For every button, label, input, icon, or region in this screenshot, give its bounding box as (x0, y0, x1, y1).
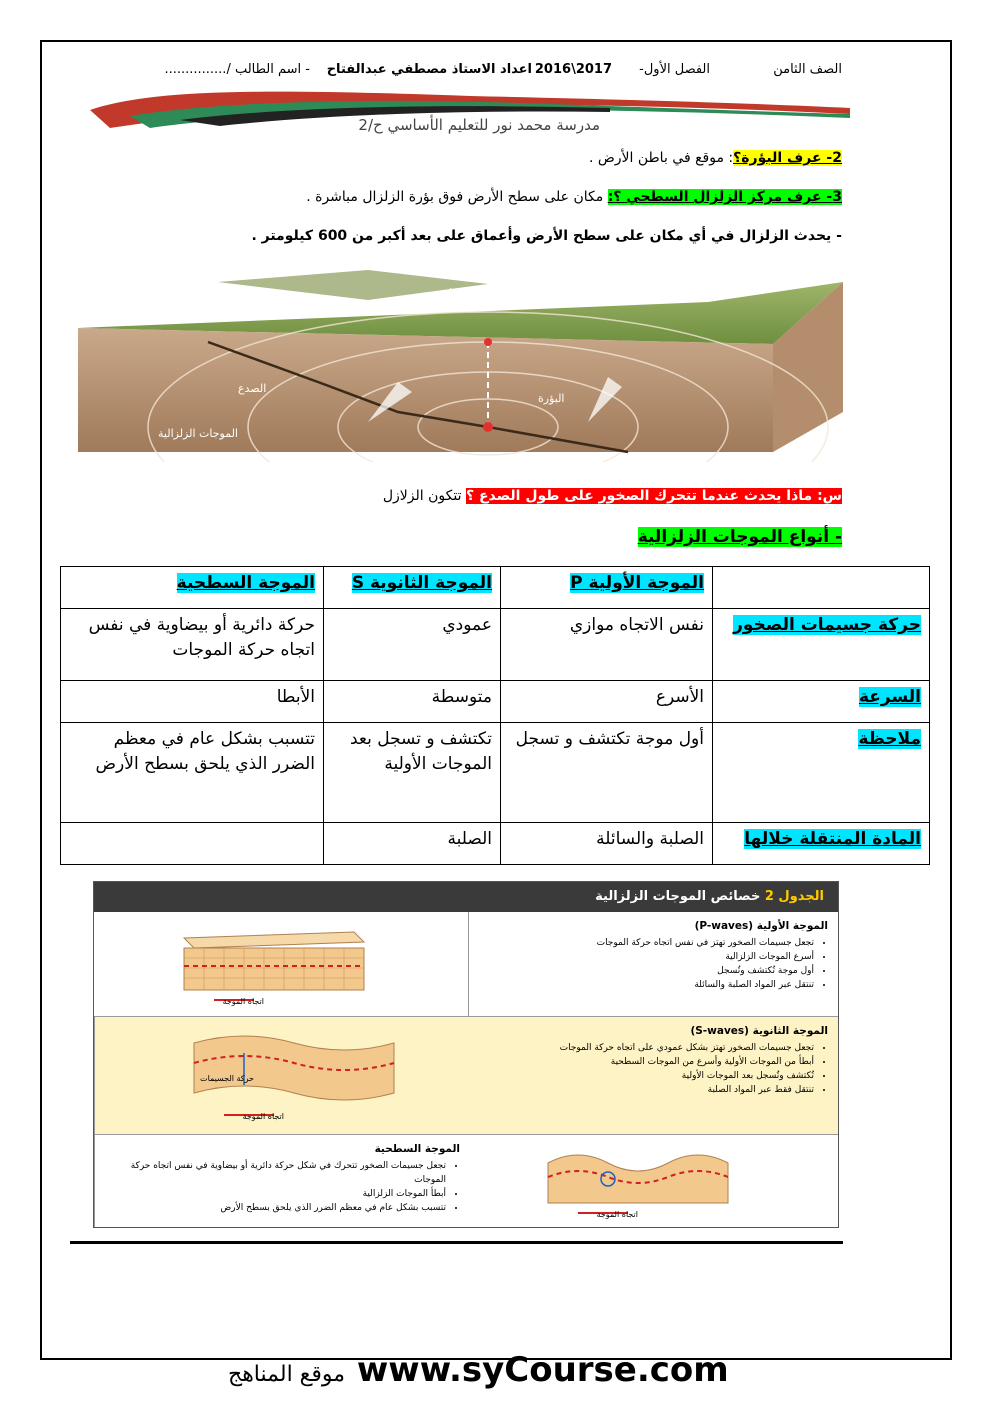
wave-direction-label: اتجاه الموجة (222, 997, 264, 1006)
footer-url[interactable]: www.syCourse.com (356, 1350, 729, 1390)
author: اعداد الاستاذ مصطفي عبدالفتاح (326, 62, 532, 77)
footer-site: موقع المناهج (228, 1362, 346, 1387)
p-wave-title: الموجة الأولية (P-waves) (694, 920, 828, 932)
question-s-answer: تتكون الزلازل (382, 488, 466, 504)
school-name: مدرسة محمد نور للتعليم الأساسي ح/2 (358, 116, 600, 134)
surface-wave-title: الموجة السطحية (374, 1143, 460, 1155)
row-label: حركة جسيمات الصخور (733, 615, 921, 635)
s-wave-text (468, 1017, 838, 1135)
list-item: • أبطأ الموجات الزلزالية (105, 1188, 446, 1202)
table-header-row (61, 567, 930, 609)
s-wave-title: الموجة الثانوية (S-waves) (690, 1025, 828, 1037)
year: 2017\2016 (534, 62, 612, 77)
question-s-label: س: ماذا يحدث عندما تتحرك الصخور على طول الصدع ؟ (465, 488, 842, 504)
list-item: • أول موجة تُكتشف وتُسجل (479, 965, 814, 979)
school-banner (90, 88, 850, 136)
cell-s: متوسطة (324, 681, 501, 723)
list-item: • تتسبب بشكل عام في معظم الضرر الذي يلحق بسطح الأرض (105, 1202, 446, 1216)
header (60, 62, 850, 84)
cell-s: تكتشف و تسجل بعد الموجات الأولية (324, 723, 501, 823)
cell-p: الأسرع (501, 681, 713, 723)
q3-answer: مكان على سطح الأرض فوق بؤرة الزلزال مباشرة . (306, 189, 608, 205)
list-item: • تجعل جسيمات الصخور تتحرك في شكل حركة دائرية أو بيضاوية في نفس اتجاه حركة الموجات (105, 1160, 446, 1188)
focus-label: البؤرة (538, 392, 565, 405)
header-s-wave: الموجة الثانوية S (351, 573, 492, 593)
cell-surface: حركة دائرية أو بيضاوية في نفس اتجاه حركة الموجات (61, 609, 324, 681)
list-item: • أسرع الموجات الزلزالية (479, 951, 814, 965)
list-item: • تنتقل فقط عبر المواد الصلبة (478, 1084, 814, 1098)
cell-s: عمودي (324, 609, 501, 681)
cell-surface: تتسبب بشكل عام في معظم الضرر الذي يلحق بسطح الأرض (61, 723, 324, 823)
table-row (61, 723, 930, 823)
student-name: - اسم الطالب /............... (164, 62, 310, 77)
q3-label: 3- عرف مركز الزلزال السطحي ؟: (607, 189, 842, 205)
table-row (61, 681, 930, 723)
surface-wave-image (468, 1135, 838, 1227)
q2-answer: : موقع في باطن الأرض . (588, 150, 734, 166)
list-item: • أبطأ من الموجات الأولية وأسرع من الموجات السطحية (478, 1056, 814, 1070)
cell-p: الصلبة والسائلة (501, 823, 713, 865)
question-2 (100, 150, 842, 166)
p-wave-block-illustration (104, 918, 460, 1008)
figure-title: خصائص الموجات الزلزالية (595, 889, 761, 904)
row-label: السرعة (858, 687, 921, 707)
q2-label: 2- عرف البؤرة؟ (733, 150, 842, 166)
row-label: ملاحظة (858, 729, 921, 749)
bottom-rule (70, 1241, 843, 1244)
cell-p: نفس الاتجاه موازي (501, 609, 713, 681)
header-p-wave: الموجة الأولية P (570, 573, 704, 593)
fault-label: الصدع (238, 382, 267, 395)
section-title: - أنواع الموجات الزلزالية (637, 527, 842, 547)
question-3 (100, 189, 842, 205)
term: الفصل الأول- (639, 62, 710, 77)
figure-title-bar (94, 882, 838, 912)
cell-p: أول موجة تكتشف و تسجل (501, 723, 713, 823)
header-surface-wave: الموجة السطحية (176, 573, 315, 593)
cell-surface (61, 823, 324, 865)
p-wave-text (468, 912, 838, 1017)
list-item: • تجعل جسيمات الصخور تهتز في نفس اتجاه حركة الموجات (479, 937, 814, 951)
epicenter-label: مركز الزلزال السطحي (430, 286, 546, 300)
s-wave-image (94, 1017, 470, 1135)
wave-direction-label: اتجاه الموجة (242, 1112, 284, 1121)
table-row (61, 609, 930, 681)
earthquake-diagram (68, 262, 848, 462)
section-title-wrap (100, 527, 842, 547)
p-wave-image (94, 912, 470, 1017)
row-label: المادة المنتقلة خلالها (744, 829, 921, 849)
list-item: • تجعل جسيمات الصخور تهتز بشكل عمودي على اتجاه حركة الموجات (478, 1042, 814, 1056)
question-s (100, 488, 842, 504)
grade: الصف الثامن (773, 62, 842, 77)
footer (220, 1350, 729, 1390)
table-row (61, 823, 930, 865)
list-item: • تُكتشف وتُسجل بعد الموجات الأولية (478, 1070, 814, 1084)
cell-surface: الأبطا (61, 681, 324, 723)
earthquake-fact: - يحدث الزلزال في أي مكان على سطح الأرض وأعماق على بعد أكبر من 600 كيلومتر . (251, 228, 842, 244)
wave-characteristics-figure (93, 881, 839, 1228)
particle-motion-label: حركة الجسيمات (200, 1074, 254, 1083)
s-wave-block-illustration (104, 1023, 460, 1128)
surface-wave-block-illustration (478, 1141, 828, 1221)
cell-s: الصلبة (324, 823, 501, 865)
surface-wave-text (94, 1135, 470, 1227)
waves-label: الموجات الزلزالية (158, 427, 238, 440)
wave-direction-label: اتجاه الموجة (596, 1210, 638, 1219)
figure-tag: الجدول 2 (764, 889, 824, 904)
earthquake-block-illustration (68, 262, 848, 462)
seismic-waves-table (60, 566, 930, 865)
list-item: • تنتقل عبر المواد الصلبة والسائلة (479, 979, 814, 993)
table-header-empty (713, 567, 930, 609)
